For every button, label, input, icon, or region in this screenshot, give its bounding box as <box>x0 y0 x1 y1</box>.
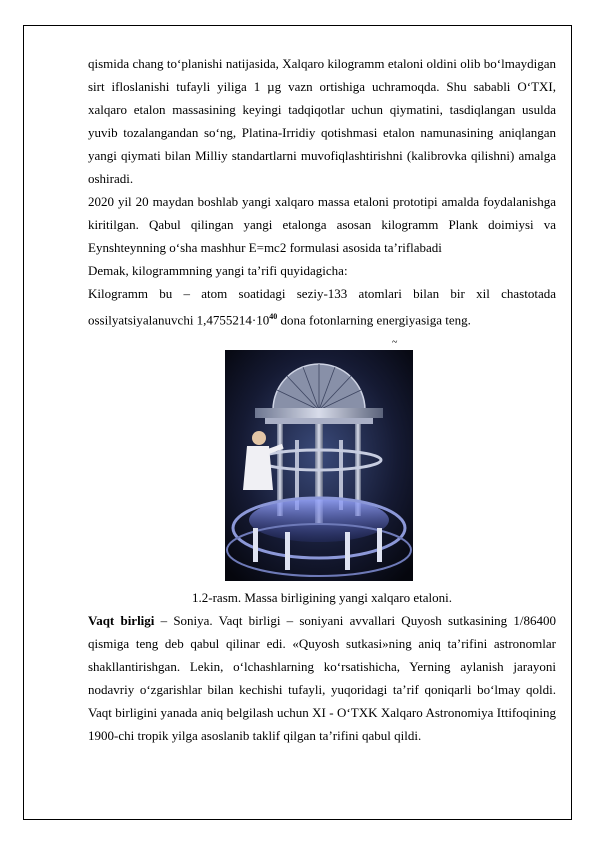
paragraph-4 <box>88 282 556 331</box>
paragraph-4-main: Kilogramm bu – atom soatidagi seziy-133 atomlari bilan bir xil chastotada ossilyatsiyalanuvchi 1,4755214·10 <box>88 286 556 328</box>
figure-caption: 1.2-rasm. Massa birligining yangi xalqaro etaloni. <box>192 590 452 605</box>
paragraph-5-text: – Soniya. Vaqt birligi – soniyani avvallari Quyosh sutkasining 1/86400 qismiga teng deb qabul qilinar edi. «Quyosh sutkasi»ning aniq ta’rifini astronomlar shakllantirishgan. Lekin, oʻlchashlarning koʻrsatishicha, Yerning aylanish jarayoni nodavriy oʻzgarishlar bilan kechishi tufayli, yuqoridagi ta’rif qoniqarli boʻlmay qoldi. Vaqt birligini yanada aniq belgilash uchun XI - OʻTXK Xalqaro Astronomiya Ittifoqining 1900-chi tropik yilga asoslanib taklif qilgan ta’rifini qabul qildi. <box>88 613 556 743</box>
paragraph-2: 2020 yil 20 maydan boshlab yangi xalqaro massa etaloni prototipi amalda foydalanishga kiritilgan. Qabul qilingan yangi etalonga asosan kilogramm Plank doimiysi va Eynshteynning oʻsha mashhur E=mc2 formulasi asosida ta’riflabadi <box>88 194 556 255</box>
paragraph-3: Demak, kilogrammning yangi ta’rifi quyidagicha: <box>88 263 348 278</box>
term-time-unit: Vaqt birligi <box>88 613 155 628</box>
body-text-2 <box>88 609 556 747</box>
paragraph-5 <box>88 609 556 747</box>
paragraph-4-end: dona fotonlarning energiyasiga teng. <box>277 312 471 328</box>
paragraph-4-exponent: 40 <box>269 312 278 321</box>
paragraph-1: qismida chang toʻplanishi natijasida, Xalqaro kilogramm etaloni oldini olib boʻlmaydigan sirt ifloslanishi tufayli yiliga 1 µg vazn ortishiga uchramoqda. Shu sababli OʻTXI, xalqaro etalon massasining keyingi tadqiqotlar uchun qiymatini, tasdiqlangan usulda yuvib tozalangandan soʻng, Platina-Irridiy qotishmasi etalon namunasining aniqlangan yangi qiymati bilan Milliy standartlarni muvofiqlashtirishni (kalibrovka qilishni) amalga oshiradi. <box>88 56 556 186</box>
tilde-mark: ~ <box>392 337 398 348</box>
kibble-balance-photo <box>225 350 413 581</box>
photo-illustration <box>225 350 413 581</box>
body-text <box>88 52 556 331</box>
